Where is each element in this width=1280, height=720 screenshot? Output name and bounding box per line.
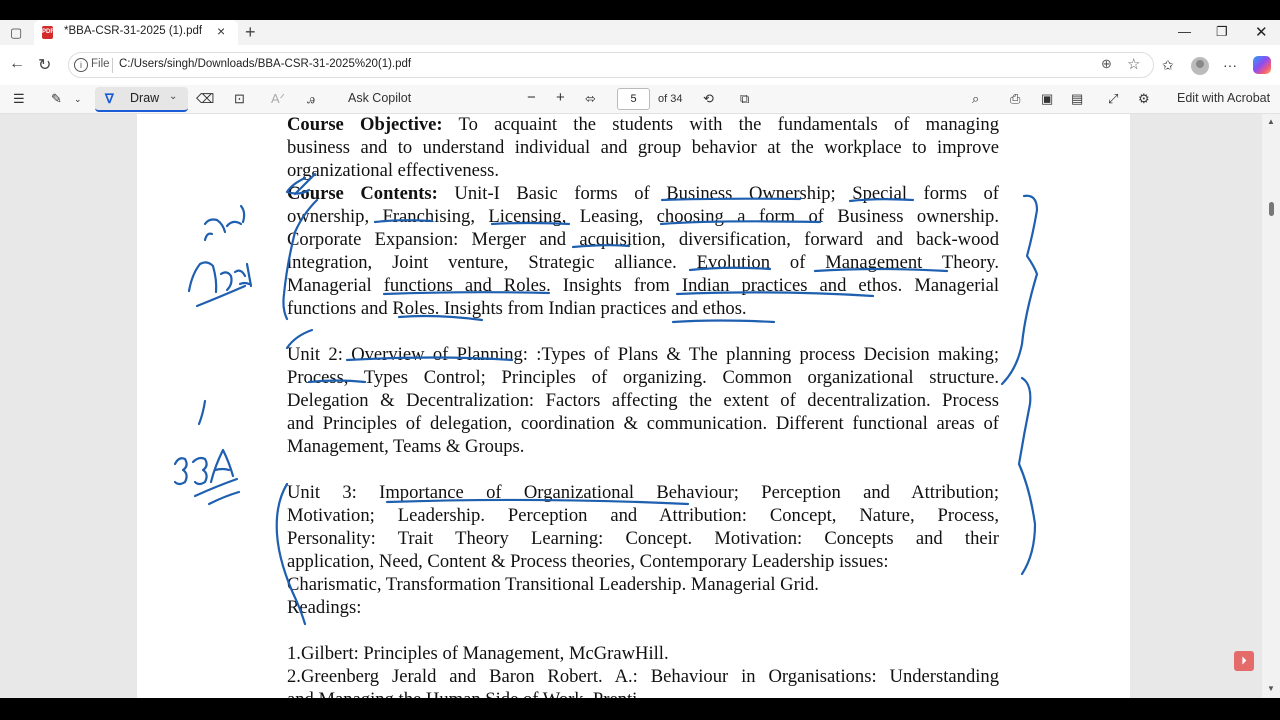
contents-icon[interactable]: ☰ bbox=[13, 91, 25, 106]
info-icon[interactable]: i bbox=[74, 58, 88, 72]
vertical-scrollbar[interactable] bbox=[1262, 114, 1280, 698]
text-line: and Principles of delegation, coordination & communication. Different functional areas of bbox=[287, 413, 999, 434]
scrollbar-thumb[interactable] bbox=[1269, 202, 1274, 216]
zoom-out-button[interactable]: − bbox=[527, 89, 536, 106]
print-icon[interactable]: ⎙ bbox=[1010, 91, 1021, 106]
text-line: Motivation; Leadership. Perception and Attribution: Concept, Nature, Process, bbox=[287, 505, 999, 526]
eraser-icon[interactable]: ⌫ bbox=[196, 91, 215, 106]
text-line: organizational effectiveness. bbox=[287, 160, 500, 181]
text-line: ownership, Franchising, Licensing, Leasing, choosing a form of Business ownership. bbox=[287, 206, 999, 227]
text-line: 1.Gilbert: Principles of Management, McGrawHill. bbox=[287, 643, 669, 664]
text-style-icon[interactable]: Aᐟ bbox=[271, 91, 286, 106]
save-as-icon[interactable]: ▤ bbox=[1071, 91, 1084, 106]
favorite-star-icon[interactable]: ☆ bbox=[1127, 56, 1141, 73]
rotate-icon[interactable]: ⟲ bbox=[703, 91, 714, 106]
highlight-chevron-icon[interactable]: ⌄ bbox=[74, 94, 82, 104]
ink-right-bracket bbox=[1002, 196, 1037, 384]
copilot-icon[interactable] bbox=[1253, 56, 1271, 74]
page-number-input[interactable]: 5 bbox=[617, 88, 650, 110]
address-bar bbox=[0, 45, 1280, 85]
bold-heading: Course Contents: bbox=[287, 183, 438, 204]
minimize-icon[interactable]: — bbox=[1178, 24, 1191, 39]
text-line: Corporate Expansion: Merger and acquisition, diversification, forward and back-wood bbox=[287, 229, 999, 250]
line-rest: Unit-I Basic forms of Business Ownership; Special forms of bbox=[454, 183, 999, 204]
close-tab-icon[interactable]: × bbox=[217, 23, 226, 39]
ink-note-underline bbox=[195, 479, 237, 496]
text-line: Management, Teams & Groups. bbox=[287, 436, 525, 457]
zoom-icon[interactable]: ⊕ bbox=[1101, 56, 1112, 71]
save-icon[interactable]: ▣ bbox=[1041, 91, 1054, 106]
more-icon[interactable]: ··· bbox=[1223, 57, 1237, 73]
highlight-icon[interactable]: ✎ bbox=[51, 91, 62, 106]
text-line: integration, Joint venture, Strategic alliance. Evolution of Management Theory. bbox=[287, 252, 999, 273]
page-view-icon[interactable]: ⧉ bbox=[740, 91, 750, 106]
text-line: Readings: bbox=[287, 597, 362, 618]
text-line: 2.Greenberg Jerald and Baron Robert. A.: Behaviour in Organisations: Understanding bbox=[287, 666, 999, 687]
bottom-black-bar bbox=[0, 698, 1280, 720]
bold-heading: Course Objective: bbox=[287, 114, 443, 135]
settings-icon[interactable]: ⚙ bbox=[1138, 91, 1150, 106]
fit-width-icon[interactable]: ⬄ bbox=[585, 91, 596, 106]
pdf-viewer[interactable] bbox=[0, 114, 1280, 698]
draw-button[interactable] bbox=[95, 87, 188, 112]
text-line: Personality: Trait Theory Learning: Concept. Motivation: Concepts and their bbox=[287, 528, 999, 549]
close-icon[interactable]: ✕ bbox=[1255, 24, 1268, 41]
text-line: Unit 2: Overview of Planning: :Types of Plans & The planning process Decision making; bbox=[287, 344, 999, 365]
url-text[interactable]: C:/Users/singh/Downloads/BBA-CSR-31-2025%20(1).pdf bbox=[119, 58, 412, 70]
ink-underline bbox=[673, 321, 774, 323]
ink-note-story bbox=[205, 206, 244, 240]
scroll-up-icon[interactable]: ▲ bbox=[1267, 117, 1275, 126]
top-black-bar bbox=[0, 0, 1280, 20]
page-total: of 34 bbox=[658, 93, 683, 105]
draw-label: Draw bbox=[130, 91, 160, 105]
ink-note-mgmt bbox=[189, 262, 251, 292]
tab-strip bbox=[0, 20, 1280, 45]
new-tab-icon[interactable]: + bbox=[245, 22, 256, 42]
text-line: functions and Roles. Insights from Indian practices and ethos. bbox=[287, 298, 747, 319]
text-line: Unit 3: Importance of Organizational Behaviour; Perception and Attribution; bbox=[287, 482, 999, 503]
text-line: Managerial functions and Roles. Insights from Indian practices and ethos. Managerial bbox=[287, 275, 999, 296]
text-line: Delegation & Decentralization: Factors affecting the extent of decentralization. Process bbox=[287, 390, 999, 411]
tab-title: *BBA-CSR-31-2025 (1).pdf bbox=[64, 25, 203, 37]
line-rest: To acquaint the students with the fundamentals of managing bbox=[458, 114, 999, 135]
text-line: business and to understand individual and group behavior at the workplace to improve bbox=[287, 137, 999, 158]
text-line: Process, Types Control; Principles of organizing. Common organizational structure. bbox=[287, 367, 999, 388]
scheme-label: File bbox=[91, 58, 110, 70]
text-line: Charismatic, Transformation Transitional Leadership. Managerial Grid. bbox=[287, 574, 819, 595]
ink-note-underline bbox=[209, 492, 239, 504]
text-line: application, Need, Content & Process theories, Contemporary Leadership issues: bbox=[287, 551, 889, 572]
pdf-page[interactable] bbox=[137, 114, 1130, 698]
pdf-icon: PDF bbox=[42, 26, 53, 39]
tab-actions-icon[interactable]: ▢ bbox=[10, 25, 23, 40]
draw-chevron-icon[interactable]: ⌄ bbox=[169, 91, 178, 102]
url-separator bbox=[112, 58, 113, 73]
text-line bbox=[287, 182, 999, 205]
fullscreen-icon[interactable]: ⤢ bbox=[1108, 91, 1119, 106]
ink-note-underline bbox=[197, 286, 245, 306]
url-box[interactable] bbox=[68, 52, 1154, 78]
avatar[interactable] bbox=[1191, 57, 1209, 75]
text-box-icon[interactable]: ⊡ bbox=[234, 91, 245, 106]
browser-tab[interactable] bbox=[34, 20, 238, 45]
ink-note-bba bbox=[175, 401, 233, 484]
text-line bbox=[287, 113, 999, 136]
read-aloud-icon[interactable]: ꭿ bbox=[307, 91, 315, 106]
zoom-in-button[interactable]: + bbox=[556, 89, 565, 106]
find-icon[interactable]: ⌕ bbox=[972, 91, 980, 106]
restore-icon[interactable]: ❐ bbox=[1216, 24, 1228, 39]
scroll-down-icon[interactable]: ▼ bbox=[1267, 684, 1275, 693]
pdf-toolbar bbox=[0, 85, 1280, 114]
back-icon[interactable]: ← bbox=[9, 55, 25, 72]
ask-copilot-button[interactable]: Ask Copilot bbox=[348, 91, 412, 105]
edit-with-acrobat-button[interactable]: Edit with Acrobat bbox=[1177, 91, 1271, 105]
acrobat-icon[interactable]: ⏵ bbox=[1234, 651, 1254, 671]
ink-right-bracket bbox=[1019, 378, 1035, 574]
favorites-icon[interactable]: ✩ bbox=[1162, 57, 1174, 73]
refresh-icon[interactable]: ↻ bbox=[38, 57, 52, 74]
draw-icon: ∇ bbox=[105, 91, 114, 106]
